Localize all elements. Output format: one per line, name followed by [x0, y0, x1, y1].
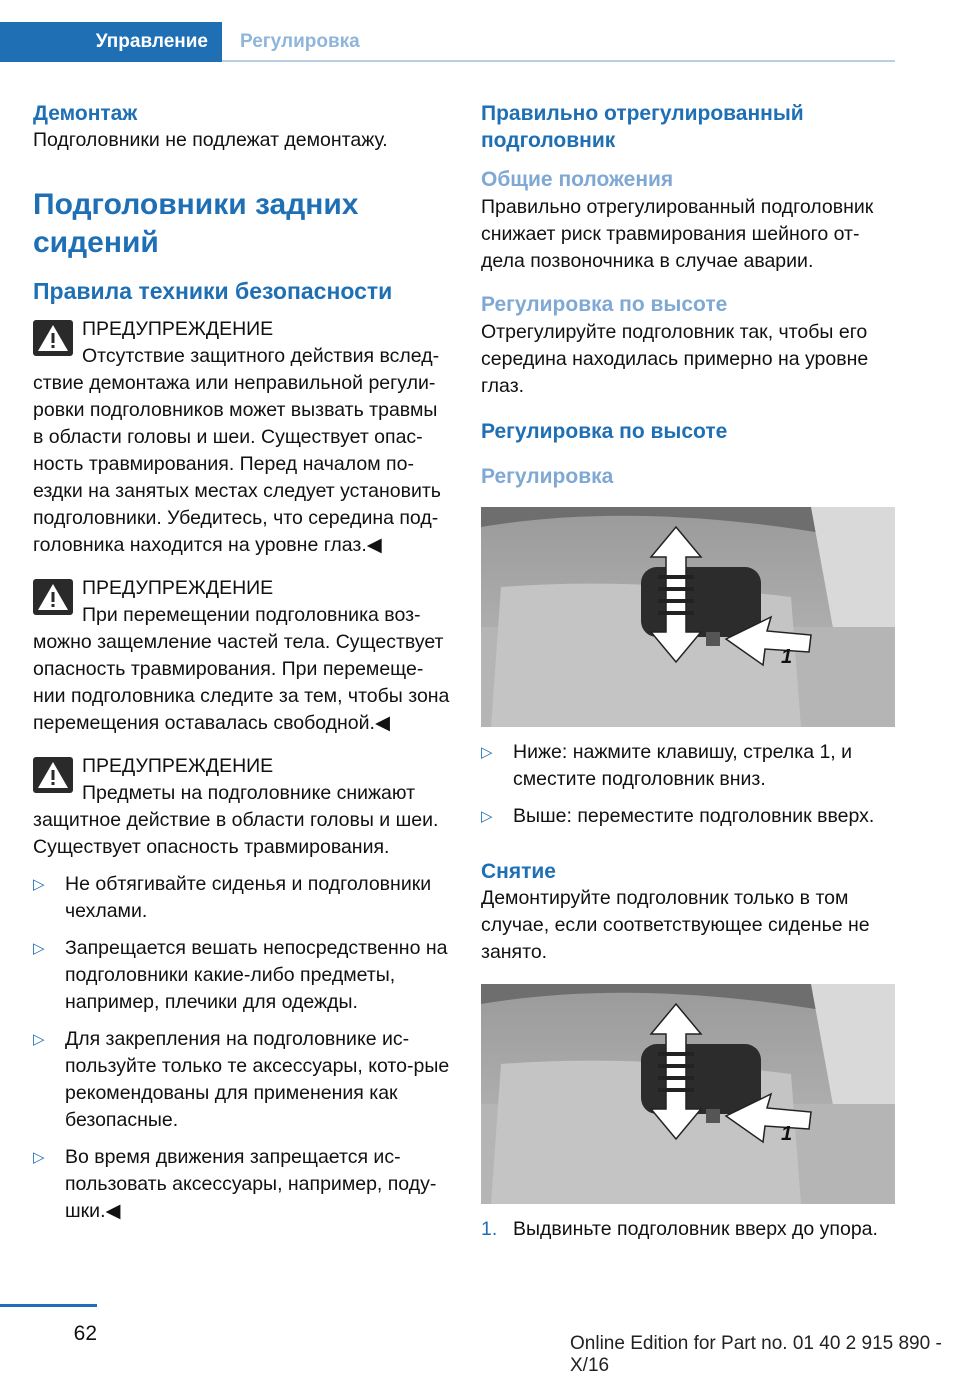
warning-icon	[33, 320, 73, 356]
height-text: Отрегулируйте подголовник так, чтобы его середина находилась примерно на уровне глаз.	[481, 321, 869, 397]
warning-label: ПРЕДУПРЕЖДЕНИЕ	[82, 577, 274, 599]
adjust-bullet-list	[481, 739, 895, 830]
list-item: ▷ Запрещается вешать непосредственно на подголовники какие-либо предметы, например, плечики для одежды.	[33, 937, 448, 1013]
tab-adjustment[interactable]: Регулировка	[240, 31, 360, 52]
height-heading: Регулировка по высоте	[481, 420, 728, 443]
warning-block	[33, 753, 451, 861]
warning-block	[33, 316, 451, 559]
removal-text: Подголовники не подлежат демонтажу.	[33, 129, 388, 151]
triangle-bullet-icon: ▷	[33, 1031, 45, 1048]
callout-number: 1	[781, 646, 793, 668]
warning-icon	[33, 757, 73, 793]
list-item: ▷ Во время движения запрещается ис-пользовать аксессуары, например, поду-шки.◀	[33, 1146, 437, 1222]
list-item: ▷ Выше: переместите подголовник вверх.	[481, 803, 895, 830]
removal-heading: Снятие	[481, 860, 556, 883]
triangle-bullet-icon: ▷	[33, 1149, 45, 1166]
callout-number: 1	[781, 1123, 793, 1145]
warning-text: Предметы на подголовнике снижают защитное действие в области головы и шеи. Существует опасность травмирования.	[33, 782, 439, 858]
section-title: Подголовники задних сидений	[33, 188, 359, 259]
warning-label: ПРЕДУПРЕЖДЕНИЕ	[82, 318, 274, 340]
list-item: ▷ Ниже: нажмите клавишу, стрелка 1, и сместите подголовник вниз.	[481, 741, 853, 790]
warning-text: Отсутствие защитного действия вслед-ствие демонтажа или неправильной регули-ровки подголовников может вызвать травмы в области головы и шеи. Существует опас-ность травмирования. Перед началом по-ездки на занятых местах следует установить подголовники. Убедитесь, что середина под-головника находится на уровне глаз.◀	[33, 345, 441, 556]
left-column	[33, 100, 451, 1225]
warning-label: ПРЕДУПРЕЖДЕНИЕ	[82, 755, 274, 777]
warning-icon	[33, 579, 73, 615]
tab-rule	[222, 60, 895, 62]
correct-headrest-heading: Правильно отрегулированный подголовник	[481, 102, 804, 152]
triangle-bullet-icon: ▷	[33, 876, 45, 893]
safety-heading: Правила техники безопасности	[33, 278, 393, 304]
list-item: ▷ Для закрепления на подголовнике ис-пользуйте только те аксессуары, кото-рые рекомендованы для применения как безопасные.	[33, 1028, 450, 1131]
triangle-bullet-icon: ▷	[481, 808, 493, 825]
page-number: 62	[73, 1322, 97, 1345]
adjust-heading: Регулировка	[481, 465, 614, 488]
headrest-adjust-photo	[481, 507, 895, 727]
triangle-bullet-icon: ▷	[33, 940, 45, 957]
edition-note: Online Edition for Part no. 01 40 2 915 890 - X/16	[570, 1333, 942, 1376]
safety-bullet-list	[33, 871, 451, 1225]
right-column	[481, 100, 895, 1243]
step-number: 1.	[481, 1218, 498, 1240]
chapter-tabs	[0, 22, 895, 62]
removal-heading: Демонтаж	[33, 102, 138, 125]
general-heading: Общие положения	[481, 168, 674, 191]
general-text: Правильно отрегулированный подголовник снижает риск травмирования шейного от-дела позвоночника в случае аварии.	[481, 196, 874, 272]
list-item: 1. Выдвиньте подголовник вверх до упора.	[481, 1216, 895, 1243]
warning-block	[33, 575, 451, 737]
warning-text: При перемещении подголовника воз-можно защемление частей тела. Существует опасность травмирования. При перемеще-нии подголовника следите за тем, чтобы зона перемещения оставалась свободной.◀	[33, 604, 450, 734]
tab-control[interactable]: Управление	[0, 22, 222, 62]
footer-rule	[0, 1304, 97, 1307]
height-heading-light: Регулировка по высоте	[481, 293, 728, 316]
removal-steps-list	[481, 1216, 895, 1243]
triangle-bullet-icon: ▷	[481, 744, 493, 761]
list-item: ▷ Не обтягивайте сиденья и подголовники чехлами.	[33, 873, 432, 922]
removal-text: Демонтируйте подголовник только в том случае, если соответствующее сиденье не занято.	[481, 887, 870, 963]
headrest-removal-photo	[481, 984, 895, 1204]
